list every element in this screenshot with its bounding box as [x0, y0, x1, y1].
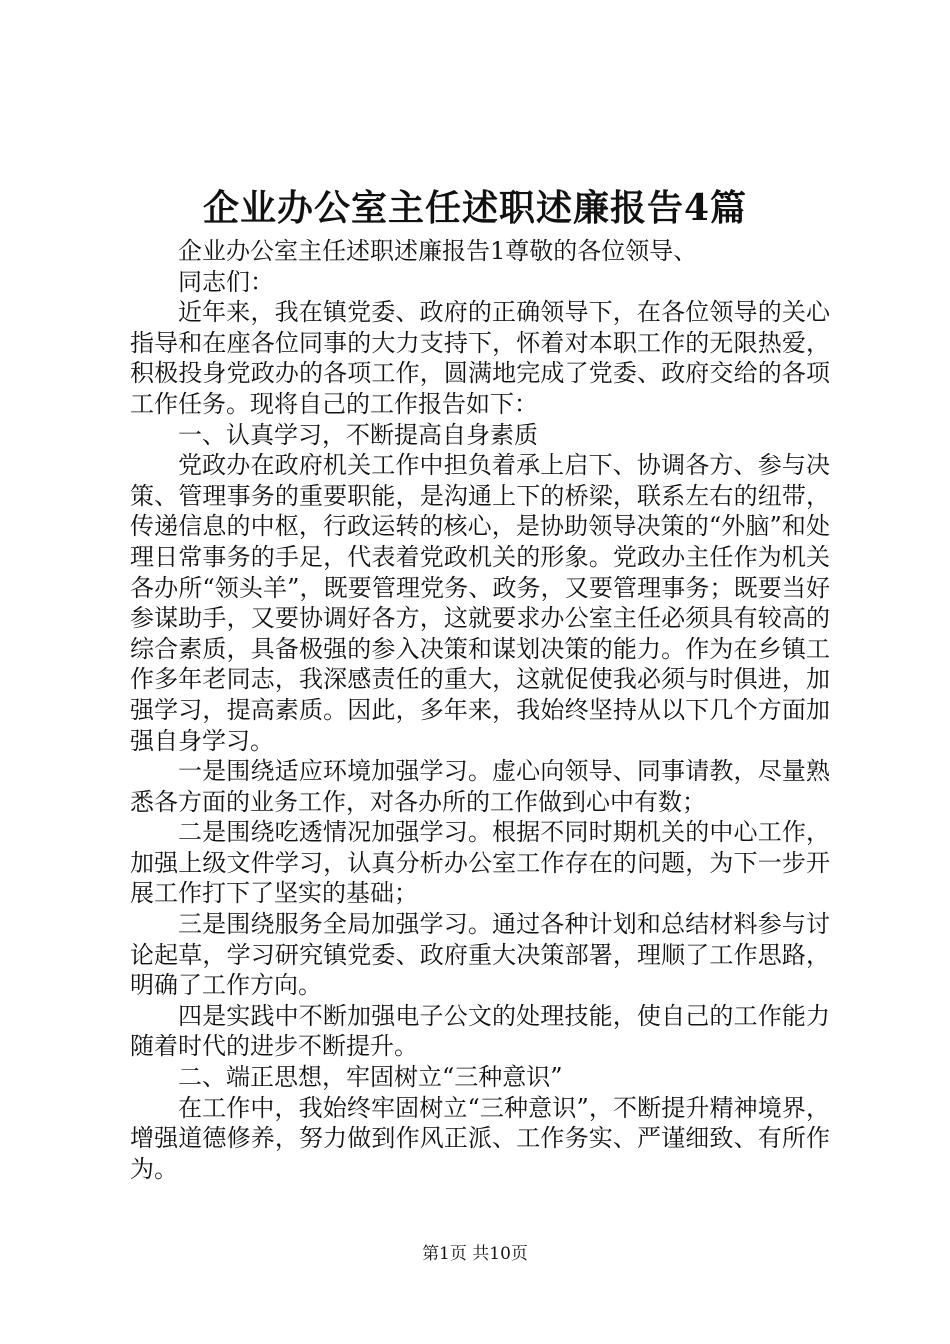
paragraph-point-1: 一是围绕适应环境加强学习。虚心向领导、同事请教，尽量熟悉各方面的业务工作，对各办所的工作做到心中有数；	[130, 757, 830, 816]
page-footer: 第1页 共10页	[422, 1244, 528, 1264]
section-heading-1: 一、认真学习，不断提高自身素质	[178, 420, 538, 449]
paragraph-awareness: 在工作中，我始终牢固树立“三种意识”，不断提升精神境界，增强道德修养，努力做到作风正派、工作务实、严谨细致、有所作为。	[130, 1093, 830, 1183]
section-heading-2: 二、端正思想，牢固树立“三种意识”	[178, 1063, 563, 1092]
document-title: 企业办公室主任述职述廉报告4篇	[202, 187, 748, 229]
paragraph-addressee: 同志们：	[178, 267, 274, 296]
paragraph-point-2: 二是围绕吃透情况加强学习。根据不同时期机关的中心工作，加强上级文件学习，认真分析办公室工作存在的问题，为下一步开展工作打下了坚实的基础；	[130, 818, 830, 908]
paragraph-salutation: 企业办公室主任述职述廉报告1尊敬的各位领导、	[178, 237, 698, 265]
paragraph-point-3: 三是围绕服务全局加强学习。通过各种计划和总结材料参与讨论起草，学习研究镇党委、政府重大决策部署，理顺了工作思路，明确了工作方向。	[130, 910, 830, 1000]
document-body	[130, 236, 830, 1184]
paragraph-role: 党政办在政府机关工作中担负着承上启下、协调各方、参与决策、管理事务的重要职能，是沟通上下的桥梁，联系左右的纽带，传递信息的中枢，行政运转的核心，是协助领导决策的“外脑”和处理日常事务的手足，代表着党政机关的形象。党政办主任作为机关各办所“领头羊”，既要管理党务、政务，又要管理事务；既要当好参谋助手，又要协调好各方，这就要求办公室主任必须具有较高的综合素质，具备极强的参入决策和谋划决策的能力。作为在乡镇工作多年老同志，我深感责任的重大，这就促使我必须与时俱进，加强学习，提高素质。因此，多年来，我始终坚持从以下几个方面加强自身学习。	[130, 451, 830, 755]
paragraph-intro: 近年来，我在镇党委、政府的正确领导下，在各位领导的关心指导和在座各位同事的大力支持下，怀着对本职工作的无限热爱，积极投身党政办的各项工作，圆满地完成了党委、政府交给的各项工作任务。现将自己的工作报告如下：	[130, 298, 830, 418]
paragraph-point-4: 四是实践中不断加强电子公文的处理技能，使自己的工作能力随着时代的进步不断提升。	[130, 1001, 830, 1061]
